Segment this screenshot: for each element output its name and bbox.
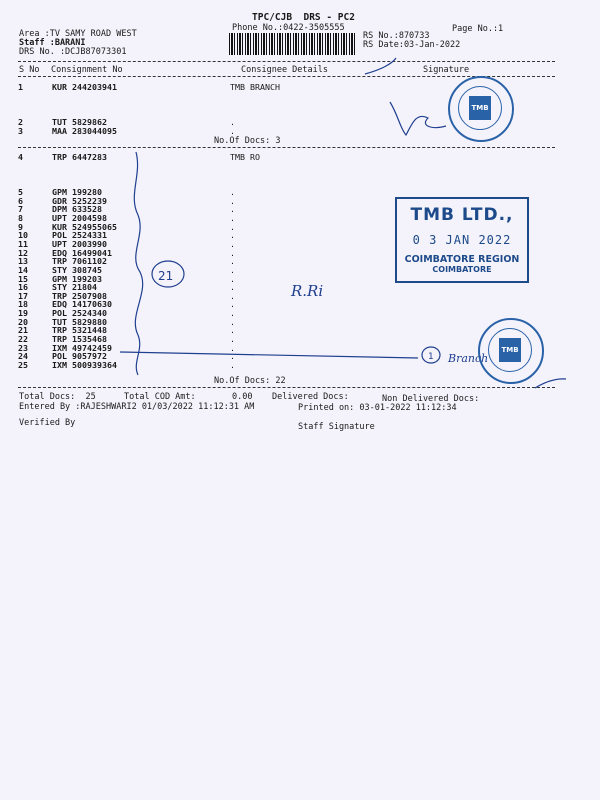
handwritten-count: 21: [158, 269, 174, 283]
row-consignee: .: [230, 360, 235, 370]
row-sno: 21: [18, 325, 28, 336]
stamp-bank-name: TMB LTD.,: [410, 205, 514, 225]
row-consignment: IXM 49742459: [52, 342, 112, 353]
row-sno: 1: [18, 82, 23, 92]
row-sno: 5: [18, 187, 23, 197]
row-sno: 16: [18, 282, 28, 293]
delivered-docs: Delivered Docs:: [272, 392, 349, 402]
row-consignee: TMB RO: [230, 152, 260, 162]
phone-number: Phone No.:0422-3505555: [232, 23, 345, 33]
stamp-region: COIMBATORE REGION: [404, 254, 520, 265]
row-consignment: TRP 7061102: [52, 256, 107, 267]
signature-stroke: [390, 102, 446, 135]
row-sno: 12: [18, 247, 28, 258]
row-consignee: .: [230, 308, 235, 319]
row-sno: 18: [18, 299, 28, 310]
row-sno: 6: [18, 195, 23, 206]
staff-label: Staff :BARANI: [19, 38, 86, 48]
row-consignment: TRP 5321448: [52, 325, 107, 336]
stamp-date: 0 3 JAN 2022: [412, 233, 512, 247]
row-consignee: .: [230, 256, 235, 267]
area-label: Area :TV SAMY ROAD WEST: [19, 29, 137, 39]
signature-stroke: [365, 58, 396, 74]
row-consignment: TRP 2507908: [52, 290, 107, 301]
handwritten-initials: R.Ri: [291, 282, 324, 300]
row-consignee: .: [230, 195, 235, 206]
total-docs: Total Docs: 25: [19, 392, 96, 402]
row-consignment: STY 308745: [52, 264, 102, 275]
row-consignment: POL 2524340: [52, 308, 107, 319]
row-sno: 23: [18, 342, 28, 353]
bank-seal-icon: TMB: [478, 318, 544, 384]
row-consignment: DPM 633528: [52, 204, 102, 215]
row-consignee: .: [230, 117, 235, 127]
row-consignee: .: [230, 282, 235, 293]
row-consignment: IXM 500939364: [52, 360, 117, 370]
row-sno: 4: [18, 152, 23, 162]
row-consignee: .: [230, 247, 235, 258]
total-cod-label: Total COD Amt:: [124, 392, 196, 402]
row-sno: 13: [18, 256, 28, 267]
col-signature: Signature: [423, 65, 470, 75]
staff-signature-label: Staff Signature: [298, 422, 375, 432]
row-consignment: KUR 244203941: [52, 82, 117, 92]
row-consignment: UPT 2003990: [52, 238, 107, 249]
row-sno: 11: [18, 238, 28, 249]
rs-date: RS Date:03-Jan-2022: [363, 40, 461, 50]
row-consignment: GDR 5252239: [52, 195, 107, 206]
row-consignee: .: [230, 351, 235, 362]
row-consignee: .: [230, 238, 235, 249]
non-delivered-docs: Non Delivered Docs:: [382, 394, 480, 404]
entered-by: Entered By :RAJESHWARI2 01/03/2022 11:12:31 AM: [19, 402, 255, 412]
row-consignment: UPT 2004598: [52, 212, 107, 223]
row-consignment: TRP 6447283: [52, 152, 107, 162]
col-consignee: Consignee Details: [241, 65, 328, 75]
page-number: Page No.:1: [452, 24, 504, 34]
row-consignment: EDQ 16499041: [52, 247, 112, 258]
row-consignee: .: [230, 334, 235, 345]
bank-seal-icon: TMB: [448, 76, 514, 142]
handwritten-branch: Branch: [448, 352, 489, 365]
verified-by: Verified By: [19, 418, 76, 428]
stamp-city: COIMBATORE: [432, 265, 492, 274]
col-sno: S No: [19, 65, 40, 75]
row-consignment: GPM 199203: [52, 273, 102, 284]
row-consignee: .: [230, 187, 235, 197]
row-sno: 14: [18, 264, 28, 275]
bracket-stroke: [134, 152, 142, 375]
row-consignee: .: [230, 126, 235, 136]
row-consignee: .: [230, 290, 235, 301]
row-consignee: .: [230, 230, 235, 241]
row-sno: 10: [18, 230, 28, 241]
row-sno: 17: [18, 290, 28, 301]
rs-number: RS No.:870733: [363, 31, 430, 41]
row-consignment: TUT 5829880: [52, 316, 107, 327]
row-consignment: POL 2524331: [52, 230, 107, 241]
row-consignee: .: [230, 316, 235, 327]
row-consignee: .: [230, 299, 235, 310]
signature-stroke: [535, 379, 566, 388]
row-sno: 9: [18, 221, 23, 232]
row-consignment: STY 21804: [52, 282, 97, 293]
row-consignment: TUT 5829862: [52, 117, 107, 127]
row-sno: 19: [18, 308, 28, 319]
row-sno: 3: [18, 126, 23, 136]
row-sno: 7: [18, 204, 23, 215]
row-sno: 22: [18, 334, 28, 345]
row-consignment: MAA 283044095: [52, 126, 117, 136]
row-consignee: .: [230, 325, 235, 336]
row-consignee: .: [230, 221, 235, 232]
row-sno: 15: [18, 273, 28, 284]
row-sno: 2: [18, 117, 23, 127]
row-consignee: .: [230, 342, 235, 353]
row-consignment: EDQ 14170630: [52, 299, 112, 310]
group1-doc-count: No.Of Docs: 3: [214, 136, 281, 146]
row-consignment: POL 9057972: [52, 351, 107, 362]
row-consignment: KUR 524955065: [52, 221, 117, 232]
total-cod-value: 0.00: [232, 392, 253, 402]
connector-line: [120, 352, 418, 358]
row-sno: 8: [18, 212, 23, 223]
row-sno: 24: [18, 351, 28, 362]
row-consignee: TMB BRANCH: [230, 82, 280, 92]
row-sno: 25: [18, 360, 28, 370]
row-consignee: .: [230, 264, 235, 275]
row-consignee: .: [230, 273, 235, 284]
drs-number: DRS No. :DCJB87073301: [19, 47, 127, 57]
row-consignee: .: [230, 212, 235, 223]
row-sno: 20: [18, 316, 28, 327]
printed-on: Printed on: 03-01-2022 11:12:34: [298, 403, 457, 413]
group2-doc-count: No.Of Docs: 22: [214, 376, 286, 386]
report-title: TPC/CJB DRS - PC2: [252, 12, 355, 23]
handwritten-one: 1: [428, 352, 434, 362]
row-consignment: GPM 199280: [52, 187, 102, 197]
col-consignment: Consignment No: [51, 65, 123, 75]
row-consignee: .: [230, 204, 235, 215]
row-consignment: TRP 1535468: [52, 334, 107, 345]
